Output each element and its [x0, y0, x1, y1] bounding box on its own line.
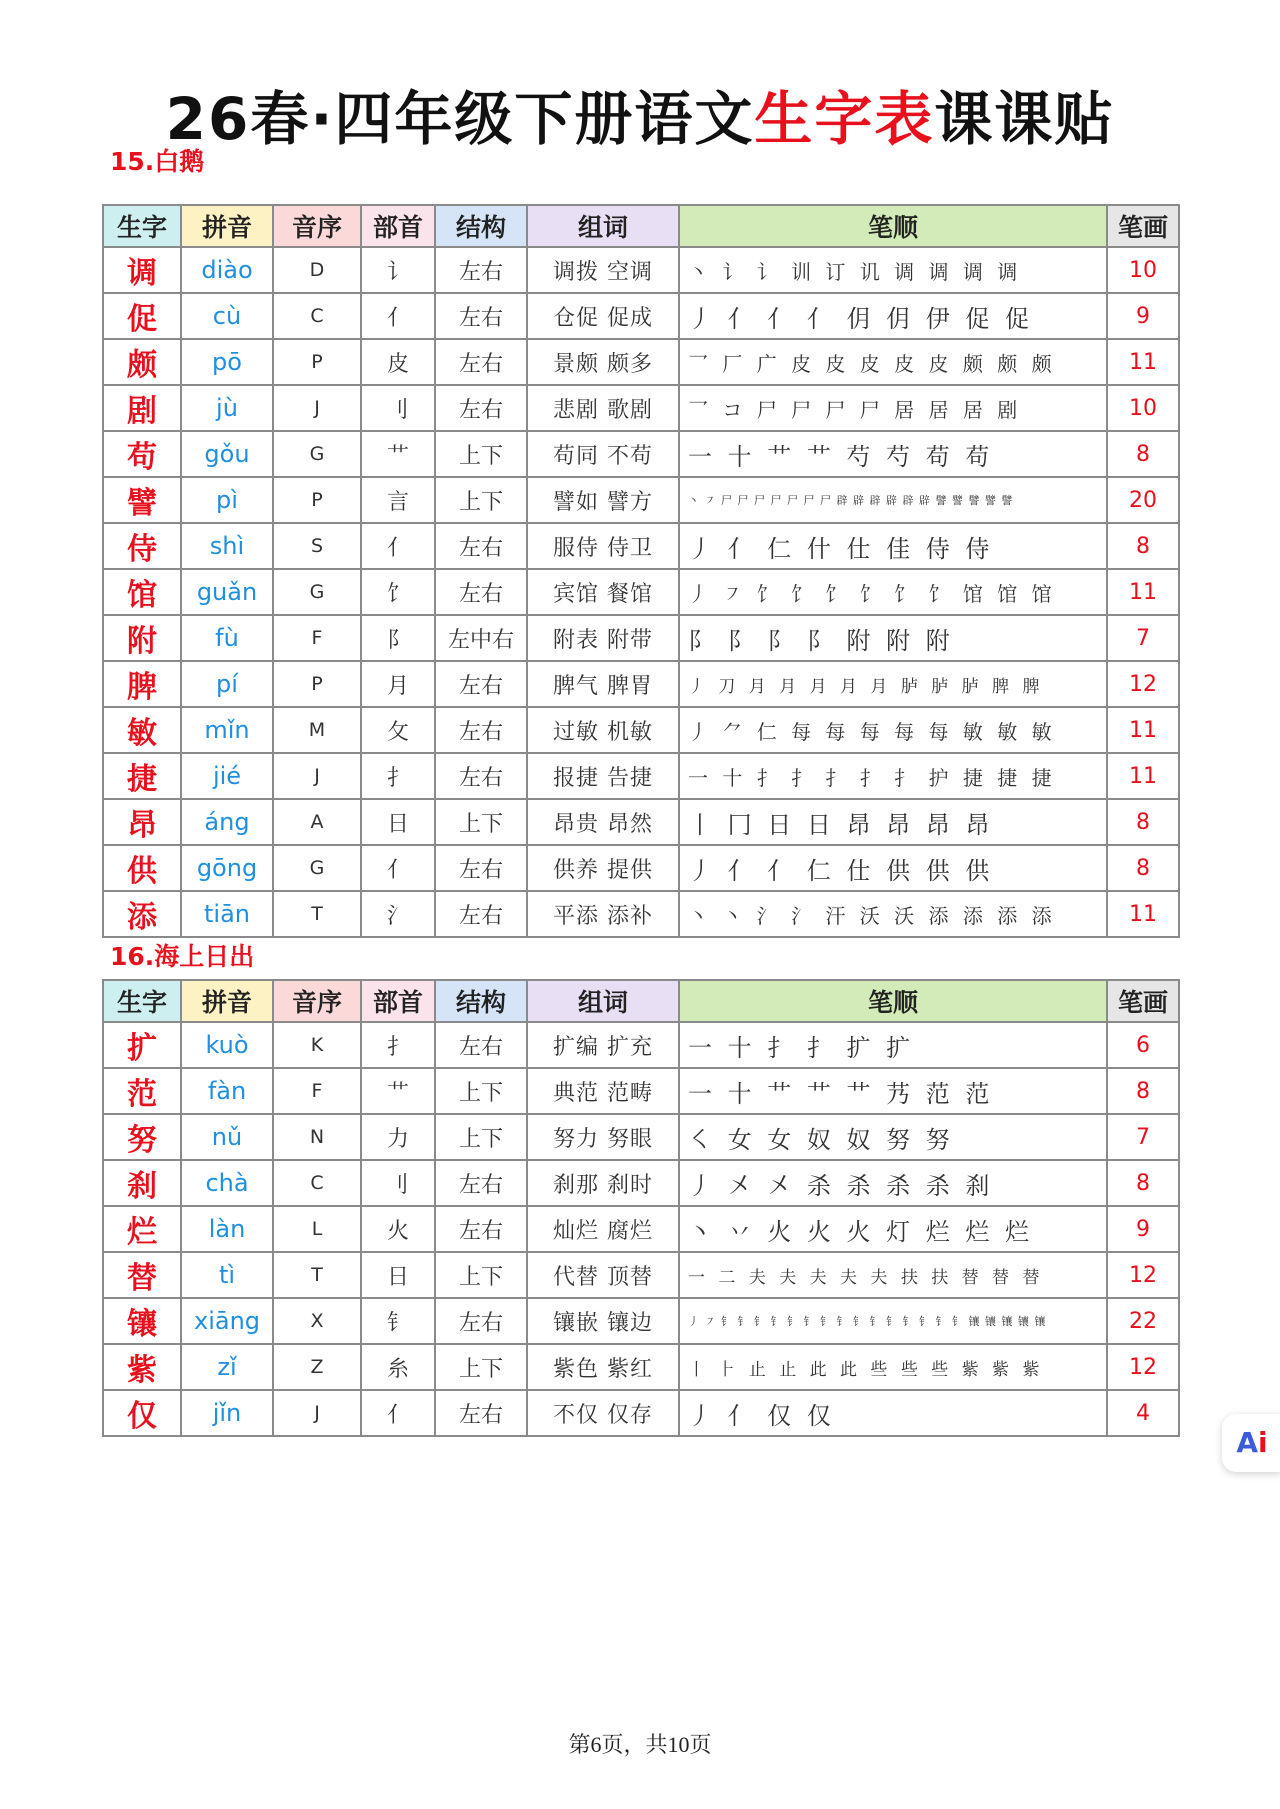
cell-order: G: [273, 845, 361, 891]
title-suffix: 课课贴: [934, 85, 1115, 153]
cell-order: N: [273, 1114, 361, 1160]
cell-radical: 月: [361, 661, 435, 707]
cell-radical: 氵: [361, 891, 435, 937]
cell-words: 扩编 扩充: [527, 1022, 679, 1068]
cell-pinyin: mǐn: [181, 707, 273, 753]
character-table-lesson-15: [102, 204, 1180, 938]
cell-char: 范: [103, 1068, 181, 1114]
cell-stroke-order: 丿 ㇇ 饣 饣 饣 饣 饣 饣 馆 馆 馆: [679, 569, 1107, 615]
cell-radical: 刂: [361, 1160, 435, 1206]
cell-words: 景颇 颇多: [527, 339, 679, 385]
table-header-row: [103, 205, 1179, 247]
lesson-title-16: 16.海上日出: [110, 942, 255, 971]
cell-char: 剧: [103, 385, 181, 431]
cell-stroke-order: 丿 亻 亻 亻 仴 仴 伊 促 促: [679, 293, 1107, 339]
header-stroke-count: 笔画: [1107, 205, 1179, 247]
cell-structure: 左右: [435, 661, 527, 707]
cell-stroke-order: 丶 丷 火 火 火 灯 烂 烂 烂: [679, 1206, 1107, 1252]
cell-stroke-count: 10: [1107, 385, 1179, 431]
cell-radical: 讠: [361, 247, 435, 293]
cell-words: 附表 附带: [527, 615, 679, 661]
cell-words: 仓促 促成: [527, 293, 679, 339]
cell-structure: 上下: [435, 431, 527, 477]
cell-stroke-order: 丿 ⺈ 仁 每 每 每 每 每 敏 敏 敏: [679, 707, 1107, 753]
cell-stroke-order: 丨 ⺊ 止 止 此 此 些 些 些 紫 紫 紫: [679, 1344, 1107, 1390]
cell-order: C: [273, 1160, 361, 1206]
cell-radical: 阝: [361, 615, 435, 661]
cell-order: P: [273, 339, 361, 385]
cell-char: 仅: [103, 1390, 181, 1436]
cell-stroke-count: 11: [1107, 753, 1179, 799]
cell-structure: 左右: [435, 1160, 527, 1206]
cell-char: 替: [103, 1252, 181, 1298]
cell-pinyin: fù: [181, 615, 273, 661]
header-words: 组词: [527, 205, 679, 247]
cell-radical: 言: [361, 477, 435, 523]
table-header-row: [103, 980, 1179, 1022]
cell-order: T: [273, 891, 361, 937]
cell-pinyin: fàn: [181, 1068, 273, 1114]
cell-order: P: [273, 661, 361, 707]
cell-order: P: [273, 477, 361, 523]
cell-radical: 攵: [361, 707, 435, 753]
cell-stroke-order: ㇛ 女 女 奴 奴 努 努: [679, 1114, 1107, 1160]
header-structure: 结构: [435, 205, 527, 247]
cell-char: 努: [103, 1114, 181, 1160]
cell-stroke-count: 6: [1107, 1022, 1179, 1068]
header-words: 组词: [527, 980, 679, 1022]
cell-order: K: [273, 1022, 361, 1068]
cell-pinyin: chà: [181, 1160, 273, 1206]
cell-structure: 左右: [435, 1206, 527, 1252]
cell-pinyin: áng: [181, 799, 273, 845]
cell-words: 典范 范畴: [527, 1068, 679, 1114]
ai-assistant-button[interactable]: [1222, 1414, 1280, 1472]
table-row: [103, 799, 1179, 845]
cell-pinyin: gōng: [181, 845, 273, 891]
page-footer: 第6页，共10页: [568, 1732, 712, 1757]
cell-char: 脾: [103, 661, 181, 707]
cell-char: 烂: [103, 1206, 181, 1252]
cell-stroke-order: 丶 ㇇ 尸 尸 尸 尸 尸 尸 尸 辟 辟 辟 辟 辟 辟 譬 譬 譬 譬 譬: [679, 477, 1107, 523]
table-row: [103, 845, 1179, 891]
cell-pinyin: jǐn: [181, 1390, 273, 1436]
cell-stroke-order: 一 二 夫 夫 夫 夫 夫 扶 扶 替 替 替: [679, 1252, 1107, 1298]
cell-stroke-order: 一 十 艹 艹 艹 艿 范 范: [679, 1068, 1107, 1114]
cell-order: F: [273, 1068, 361, 1114]
cell-char: 颇: [103, 339, 181, 385]
cell-structure: 上下: [435, 1068, 527, 1114]
cell-stroke-order: 一 十 艹 艹 芍 芍 苟 苟: [679, 431, 1107, 477]
cell-words: 代替 顶替: [527, 1252, 679, 1298]
cell-words: 宾馆 餐馆: [527, 569, 679, 615]
cell-radical: 扌: [361, 1022, 435, 1068]
cell-stroke-count: 22: [1107, 1298, 1179, 1344]
table-row: [103, 523, 1179, 569]
cell-char: 敏: [103, 707, 181, 753]
cell-radical: 亻: [361, 523, 435, 569]
cell-words: 服侍 侍卫: [527, 523, 679, 569]
table-row: [103, 1068, 1179, 1114]
cell-radical: 日: [361, 1252, 435, 1298]
cell-words: 不仅 仅存: [527, 1390, 679, 1436]
cell-stroke-count: 9: [1107, 293, 1179, 339]
header-stroke-order: 笔顺: [679, 205, 1107, 247]
cell-structure: 左右: [435, 891, 527, 937]
lesson-title-15: 15.白鹅: [110, 147, 205, 176]
cell-words: 调拨 空调: [527, 247, 679, 293]
header-stroke-order: 笔顺: [679, 980, 1107, 1022]
table-row: [103, 615, 1179, 661]
header-char: 生字: [103, 205, 181, 247]
table-row: [103, 569, 1179, 615]
cell-char: 譬: [103, 477, 181, 523]
cell-stroke-count: 8: [1107, 1068, 1179, 1114]
cell-words: 苟同 不苟: [527, 431, 679, 477]
cell-order: X: [273, 1298, 361, 1344]
character-table-lesson-16: [102, 979, 1180, 1437]
cell-structure: 左右: [435, 1022, 527, 1068]
cell-pinyin: nǔ: [181, 1114, 273, 1160]
cell-radical: 亻: [361, 845, 435, 891]
title-highlight: 生字表: [754, 85, 935, 153]
cell-char: 刹: [103, 1160, 181, 1206]
table-row: [103, 431, 1179, 477]
cell-char: 附: [103, 615, 181, 661]
header-char: 生字: [103, 980, 181, 1022]
table-row: [103, 1252, 1179, 1298]
cell-char: 调: [103, 247, 181, 293]
cell-stroke-order: 丿 㐅 㐅 杀 杀 杀 杀 刹: [679, 1160, 1107, 1206]
cell-stroke-count: 12: [1107, 1344, 1179, 1390]
cell-words: 努力 努眼: [527, 1114, 679, 1160]
cell-pinyin: cù: [181, 293, 273, 339]
cell-words: 过敏 机敏: [527, 707, 679, 753]
cell-order: C: [273, 293, 361, 339]
cell-words: 脾气 脾胃: [527, 661, 679, 707]
cell-structure: 上下: [435, 1252, 527, 1298]
cell-structure: 上下: [435, 1344, 527, 1390]
cell-pinyin: tì: [181, 1252, 273, 1298]
cell-stroke-count: 8: [1107, 845, 1179, 891]
cell-words: 昂贵 昂然: [527, 799, 679, 845]
cell-pinyin: pō: [181, 339, 273, 385]
title-prefix: 26春·四年级下册语文: [165, 85, 755, 153]
table-row: [103, 385, 1179, 431]
cell-words: 刹那 刹时: [527, 1160, 679, 1206]
header-structure: 结构: [435, 980, 527, 1022]
table-body: [103, 1022, 1179, 1436]
cell-structure: 左右: [435, 1298, 527, 1344]
cell-stroke-order: 一 十 扌 扌 扩 扩: [679, 1022, 1107, 1068]
cell-structure: 左右: [435, 293, 527, 339]
cell-stroke-count: 11: [1107, 339, 1179, 385]
cell-words: 悲剧 歌剧: [527, 385, 679, 431]
table-row: [103, 891, 1179, 937]
table-row: [103, 1160, 1179, 1206]
cell-pinyin: gǒu: [181, 431, 273, 477]
cell-stroke-count: 8: [1107, 431, 1179, 477]
cell-char: 供: [103, 845, 181, 891]
cell-stroke-order: 丿 亻 仁 什 仕 佳 侍 侍: [679, 523, 1107, 569]
cell-radical: 火: [361, 1206, 435, 1252]
cell-pinyin: guǎn: [181, 569, 273, 615]
cell-pinyin: kuò: [181, 1022, 273, 1068]
cell-structure: 左右: [435, 707, 527, 753]
header-order: 音序: [273, 980, 361, 1022]
cell-order: A: [273, 799, 361, 845]
table-body: [103, 247, 1179, 937]
cell-structure: 左右: [435, 339, 527, 385]
cell-order: G: [273, 431, 361, 477]
cell-stroke-count: 7: [1107, 615, 1179, 661]
cell-char: 紫: [103, 1344, 181, 1390]
cell-char: 馆: [103, 569, 181, 615]
table-row: [103, 753, 1179, 799]
cell-char: 添: [103, 891, 181, 937]
cell-stroke-count: 11: [1107, 707, 1179, 753]
header-radical: 部首: [361, 980, 435, 1022]
header-stroke-count: 笔画: [1107, 980, 1179, 1022]
cell-stroke-count: 10: [1107, 247, 1179, 293]
cell-pinyin: shì: [181, 523, 273, 569]
cell-stroke-count: 8: [1107, 523, 1179, 569]
cell-order: S: [273, 523, 361, 569]
cell-stroke-count: 12: [1107, 661, 1179, 707]
table-row: [103, 247, 1179, 293]
cell-words: 灿烂 腐烂: [527, 1206, 679, 1252]
cell-stroke-count: 11: [1107, 891, 1179, 937]
cell-order: M: [273, 707, 361, 753]
cell-stroke-order: 丶 丶 氵 氵 汗 沃 沃 添 添 添 添: [679, 891, 1107, 937]
cell-radical: 日: [361, 799, 435, 845]
header-radical: 部首: [361, 205, 435, 247]
cell-words: 平添 添补: [527, 891, 679, 937]
cell-stroke-count: 12: [1107, 1252, 1179, 1298]
cell-stroke-order: 丿 刀 月 月 月 月 月 胪 胪 胪 脾 脾: [679, 661, 1107, 707]
cell-pinyin: diào: [181, 247, 273, 293]
cell-radical: 皮: [361, 339, 435, 385]
cell-structure: 上下: [435, 477, 527, 523]
table-row: [103, 293, 1179, 339]
cell-radical: 钅: [361, 1298, 435, 1344]
cell-stroke-count: 9: [1107, 1206, 1179, 1252]
cell-pinyin: jié: [181, 753, 273, 799]
cell-pinyin: xiāng: [181, 1298, 273, 1344]
cell-stroke-count: 8: [1107, 1160, 1179, 1206]
table-row: [103, 1344, 1179, 1390]
cell-order: T: [273, 1252, 361, 1298]
cell-order: D: [273, 247, 361, 293]
cell-char: 促: [103, 293, 181, 339]
header-pinyin: 拼音: [181, 980, 273, 1022]
cell-char: 扩: [103, 1022, 181, 1068]
cell-stroke-order: 丿 亻 亻 仁 仕 供 供 供: [679, 845, 1107, 891]
cell-structure: 左右: [435, 569, 527, 615]
cell-radical: 糸: [361, 1344, 435, 1390]
cell-words: 镶嵌 镶边: [527, 1298, 679, 1344]
table-row: [103, 661, 1179, 707]
cell-char: 捷: [103, 753, 181, 799]
cell-order: J: [273, 385, 361, 431]
cell-order: Z: [273, 1344, 361, 1390]
table-row: [103, 339, 1179, 385]
cell-structure: 上下: [435, 799, 527, 845]
cell-stroke-count: 8: [1107, 799, 1179, 845]
cell-words: 紫色 紫红: [527, 1344, 679, 1390]
header-order: 音序: [273, 205, 361, 247]
table-row: [103, 1298, 1179, 1344]
cell-order: G: [273, 569, 361, 615]
cell-structure: 左右: [435, 385, 527, 431]
cell-char: 镶: [103, 1298, 181, 1344]
cell-stroke-order: 乛 厂 广 皮 皮 皮 皮 皮 颇 颇 颇: [679, 339, 1107, 385]
cell-pinyin: làn: [181, 1206, 273, 1252]
cell-pinyin: pí: [181, 661, 273, 707]
cell-stroke-order: 一 十 扌 扌 扌 扌 扌 护 捷 捷 捷: [679, 753, 1107, 799]
cell-structure: 左右: [435, 845, 527, 891]
table-row: [103, 707, 1179, 753]
cell-stroke-order: 乛 コ 尸 尸 尸 尸 居 居 居 剧: [679, 385, 1107, 431]
cell-stroke-order: 丶 讠 讠 训 订 讥 调 调 调 调: [679, 247, 1107, 293]
cell-pinyin: jù: [181, 385, 273, 431]
table-row: [103, 1390, 1179, 1436]
cell-pinyin: pì: [181, 477, 273, 523]
cell-structure: 左右: [435, 247, 527, 293]
cell-radical: 艹: [361, 1068, 435, 1114]
cell-order: J: [273, 1390, 361, 1436]
cell-stroke-order: 阝 阝 阝 阝 附 附 附: [679, 615, 1107, 661]
table-row: [103, 1206, 1179, 1252]
table-row: [103, 477, 1179, 523]
ai-badge-i: i: [1258, 1426, 1268, 1459]
cell-radical: 刂: [361, 385, 435, 431]
table-row: [103, 1022, 1179, 1068]
cell-structure: 左中右: [435, 615, 527, 661]
cell-words: 譬如 譬方: [527, 477, 679, 523]
cell-structure: 左右: [435, 753, 527, 799]
cell-order: F: [273, 615, 361, 661]
ai-badge-a: A: [1236, 1426, 1259, 1459]
cell-words: 报捷 告捷: [527, 753, 679, 799]
cell-order: J: [273, 753, 361, 799]
cell-pinyin: tiān: [181, 891, 273, 937]
cell-structure: 左右: [435, 1390, 527, 1436]
cell-stroke-order: 丨 冂 日 日 昂 昂 昂 昂: [679, 799, 1107, 845]
cell-radical: 艹: [361, 431, 435, 477]
cell-char: 苟: [103, 431, 181, 477]
cell-stroke-count: 11: [1107, 569, 1179, 615]
table-row: [103, 1114, 1179, 1160]
cell-stroke-order: 丿 ㇇ 钅 钅 钅 钅 钅 钅 钅 钅 钅 钅 钅 钅 钅 钅 钅 镶 镶 镶 镶 镶: [679, 1298, 1107, 1344]
cell-stroke-count: 4: [1107, 1390, 1179, 1436]
cell-pinyin: zǐ: [181, 1344, 273, 1390]
cell-radical: 亻: [361, 293, 435, 339]
cell-char: 侍: [103, 523, 181, 569]
cell-stroke-order: 丿 亻 仅 仅: [679, 1390, 1107, 1436]
cell-radical: 扌: [361, 753, 435, 799]
cell-char: 昂: [103, 799, 181, 845]
cell-radical: 亻: [361, 1390, 435, 1436]
cell-stroke-count: 7: [1107, 1114, 1179, 1160]
cell-structure: 上下: [435, 1114, 527, 1160]
cell-radical: 饣: [361, 569, 435, 615]
cell-words: 供养 提供: [527, 845, 679, 891]
cell-structure: 左右: [435, 523, 527, 569]
header-pinyin: 拼音: [181, 205, 273, 247]
cell-order: L: [273, 1206, 361, 1252]
cell-radical: 力: [361, 1114, 435, 1160]
cell-stroke-count: 20: [1107, 477, 1179, 523]
